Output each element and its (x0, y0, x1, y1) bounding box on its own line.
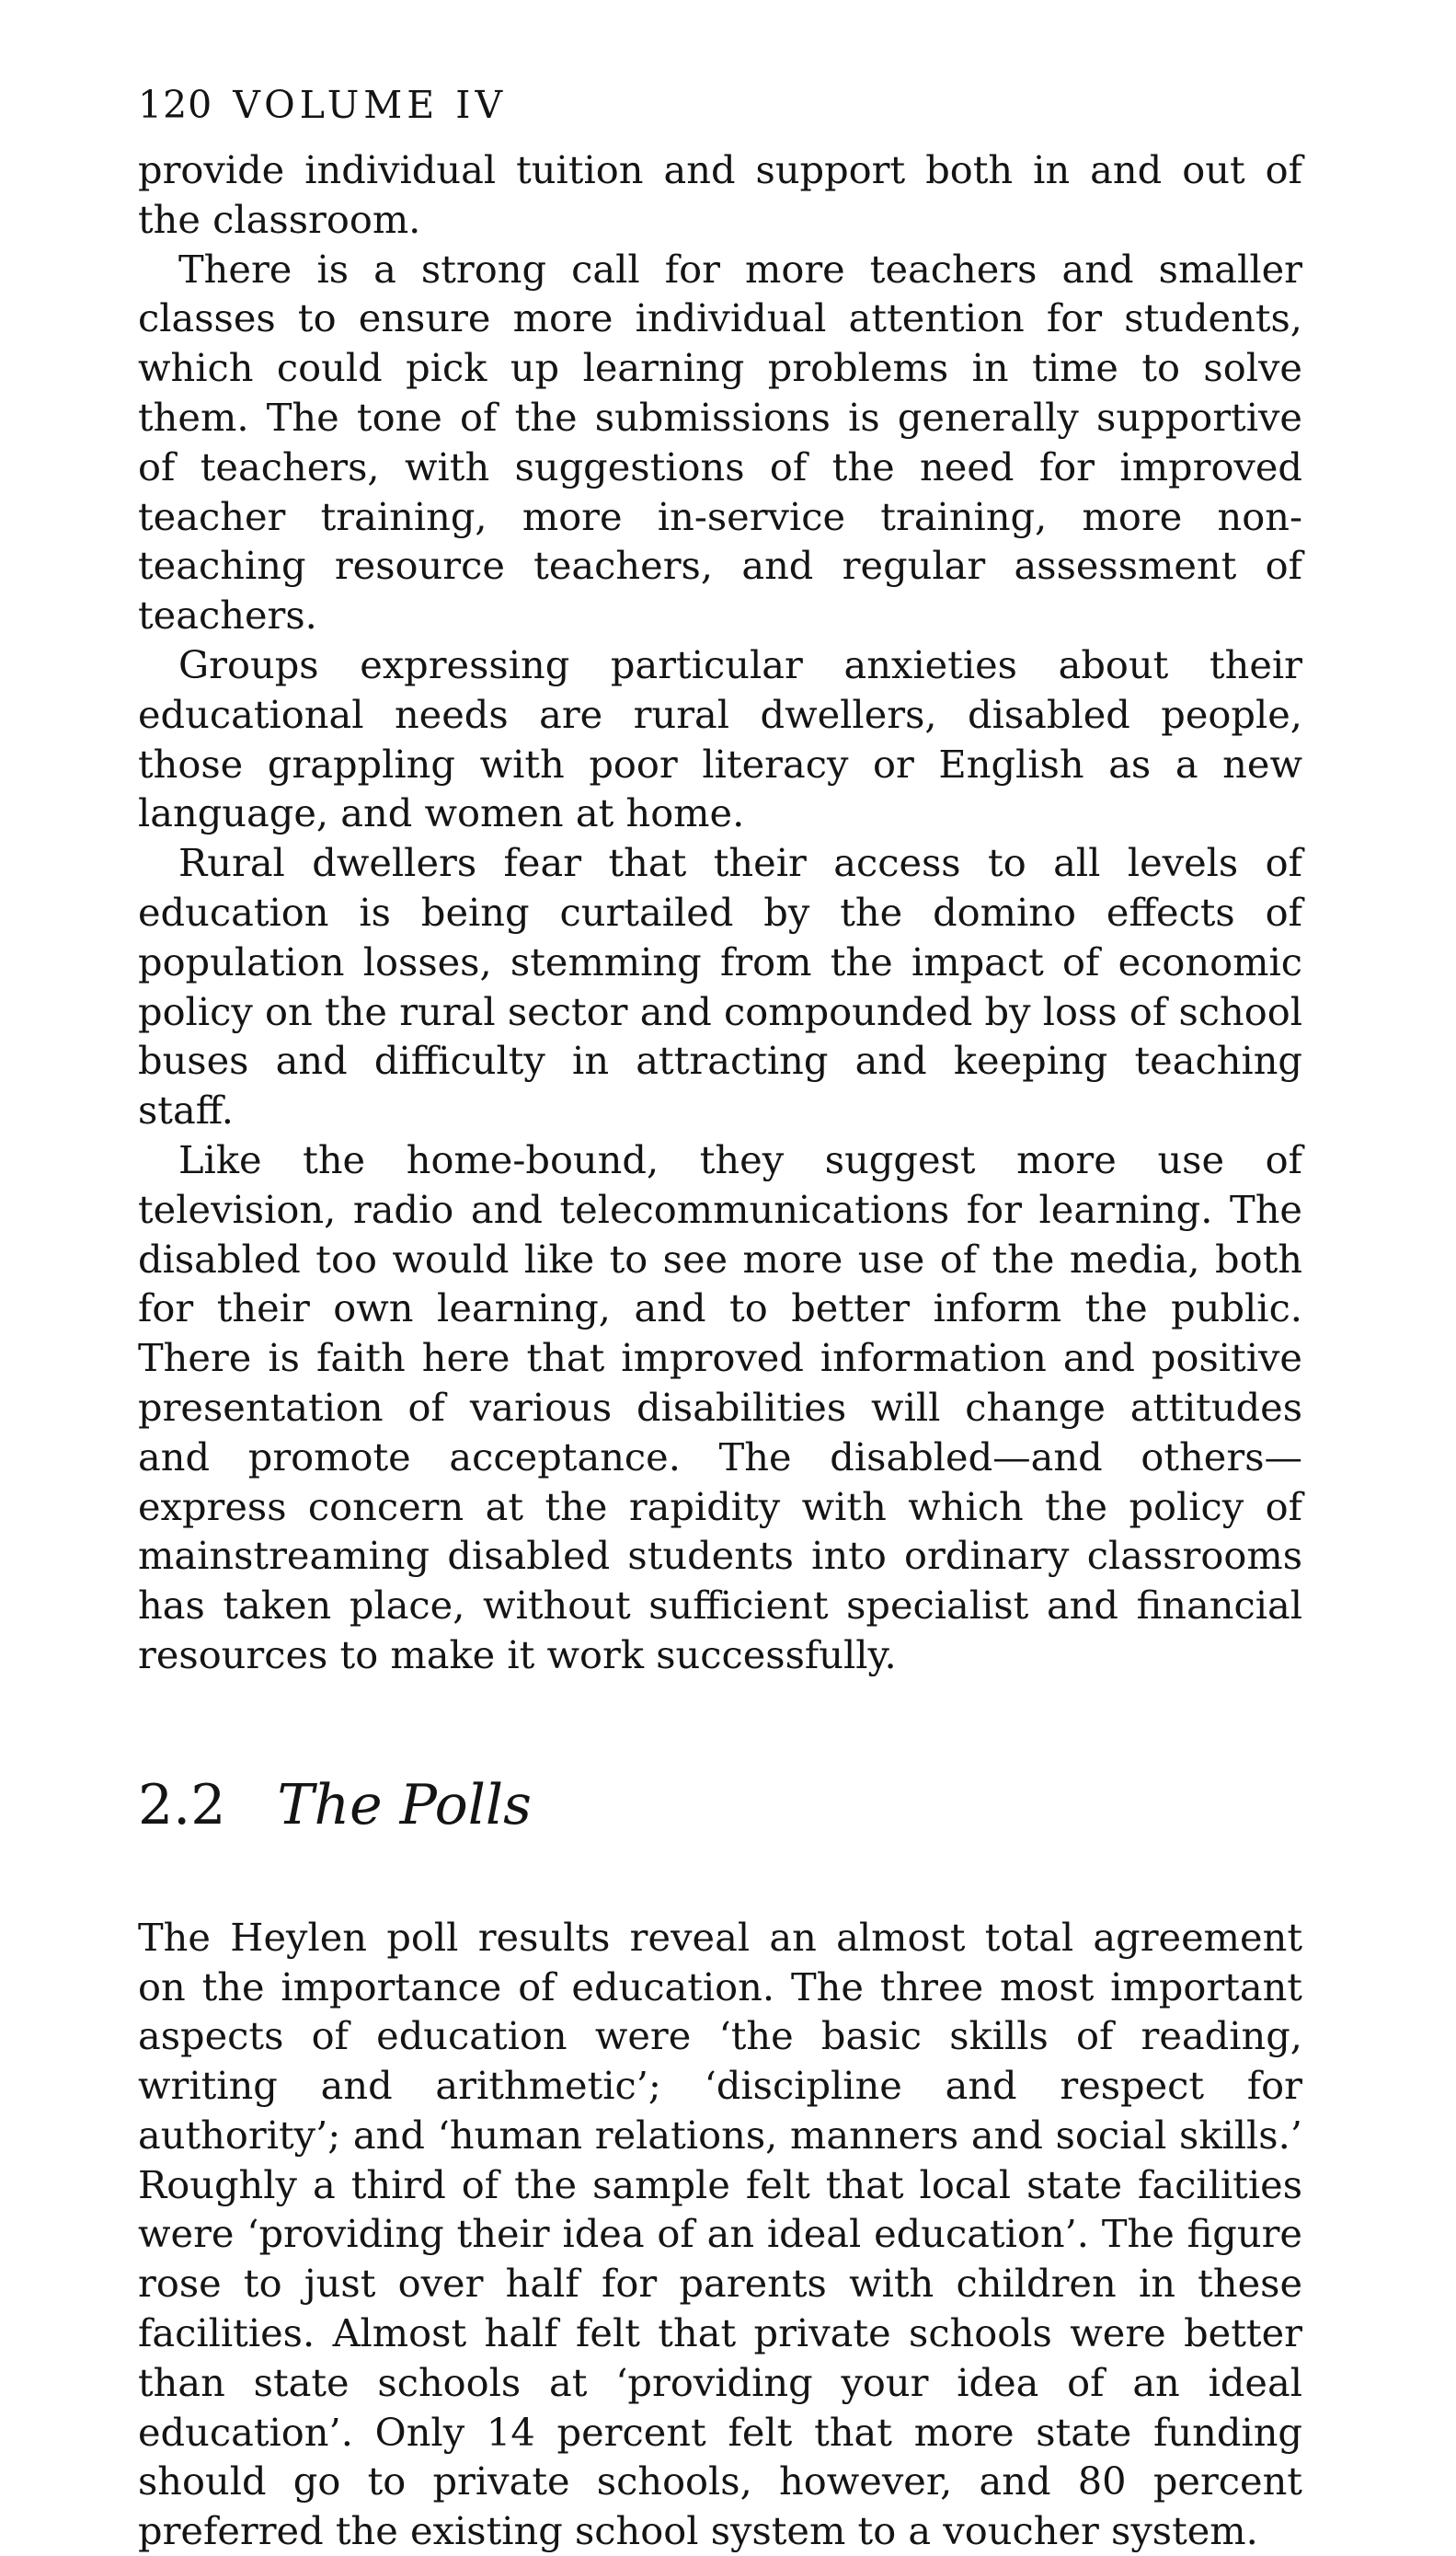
paragraph: There is a strong call for more teachers and smaller classes to ensure more individual attention for students, which could pick up learning problems in time to solve them. The tone of the submissions is generally supportive of teachers, with suggestions of the need for improved teacher training, more in-service training, more non-teaching resource teachers, and regular assessment of teachers. (138, 246, 1302, 639)
running-head (138, 81, 1302, 129)
paragraph: Like the home-bound, they suggest more use of television, radio and telecommunications for learning. The disabled too would like to see more use of the media, both for their own learning, and to better inform the public. There is faith here that improved information and positive presentation of various disabilities will change attitudes and promote acceptance. The disabled—and others—express concern at the rapidity with which the policy of mainstreaming disabled students into ordinary classrooms has taken place, without sufficient specialist and financial resources to make it work successfully. (138, 1136, 1302, 1677)
paragraph: The Heylen poll results reveal an almost total agreement on the importance of education. The three most important aspects of education were ‘the basic skills of reading, writing and arithmetic’; ‘discipline and respect for authority’; and ‘human relations, manners and social skills.’ Roughly a third of the sample felt that local state facilities were ‘providing their idea of an ideal education’. The figure rose to just over half for parents with children in these facilities. Almost half felt that private schools were better than state schools at ‘providing your idea of an ideal education’. Only 14 percent felt that more state funding should go to private schools, however, and 80 percent preferred the existing school system to a voucher system. (138, 1914, 1302, 2554)
section-title: The Polls (277, 1772, 532, 1837)
book-page (138, 81, 1302, 2556)
section-number: 2.2 (138, 1772, 226, 1837)
volume-label: VOLUME IV (233, 83, 508, 127)
section-heading (138, 1772, 1302, 1837)
paragraph: Rural dwellers fear that their access to all levels of education is being curtailed by the domino effects of population losses, stemming from the impact of economic policy on the rural sector and compounded by loss of school buses and difficulty in attracting and keeping teaching staff. (138, 840, 1302, 1134)
page-number: 120 (138, 83, 213, 127)
paragraph: Groups expressing particular anxieties about their educational needs are rural dwellers, disabled people, those grappling with poor literacy or English as a new language, and women at home. (138, 641, 1302, 836)
paragraph: provide individual tuition and support both in and out of the classroom. (138, 147, 1302, 242)
